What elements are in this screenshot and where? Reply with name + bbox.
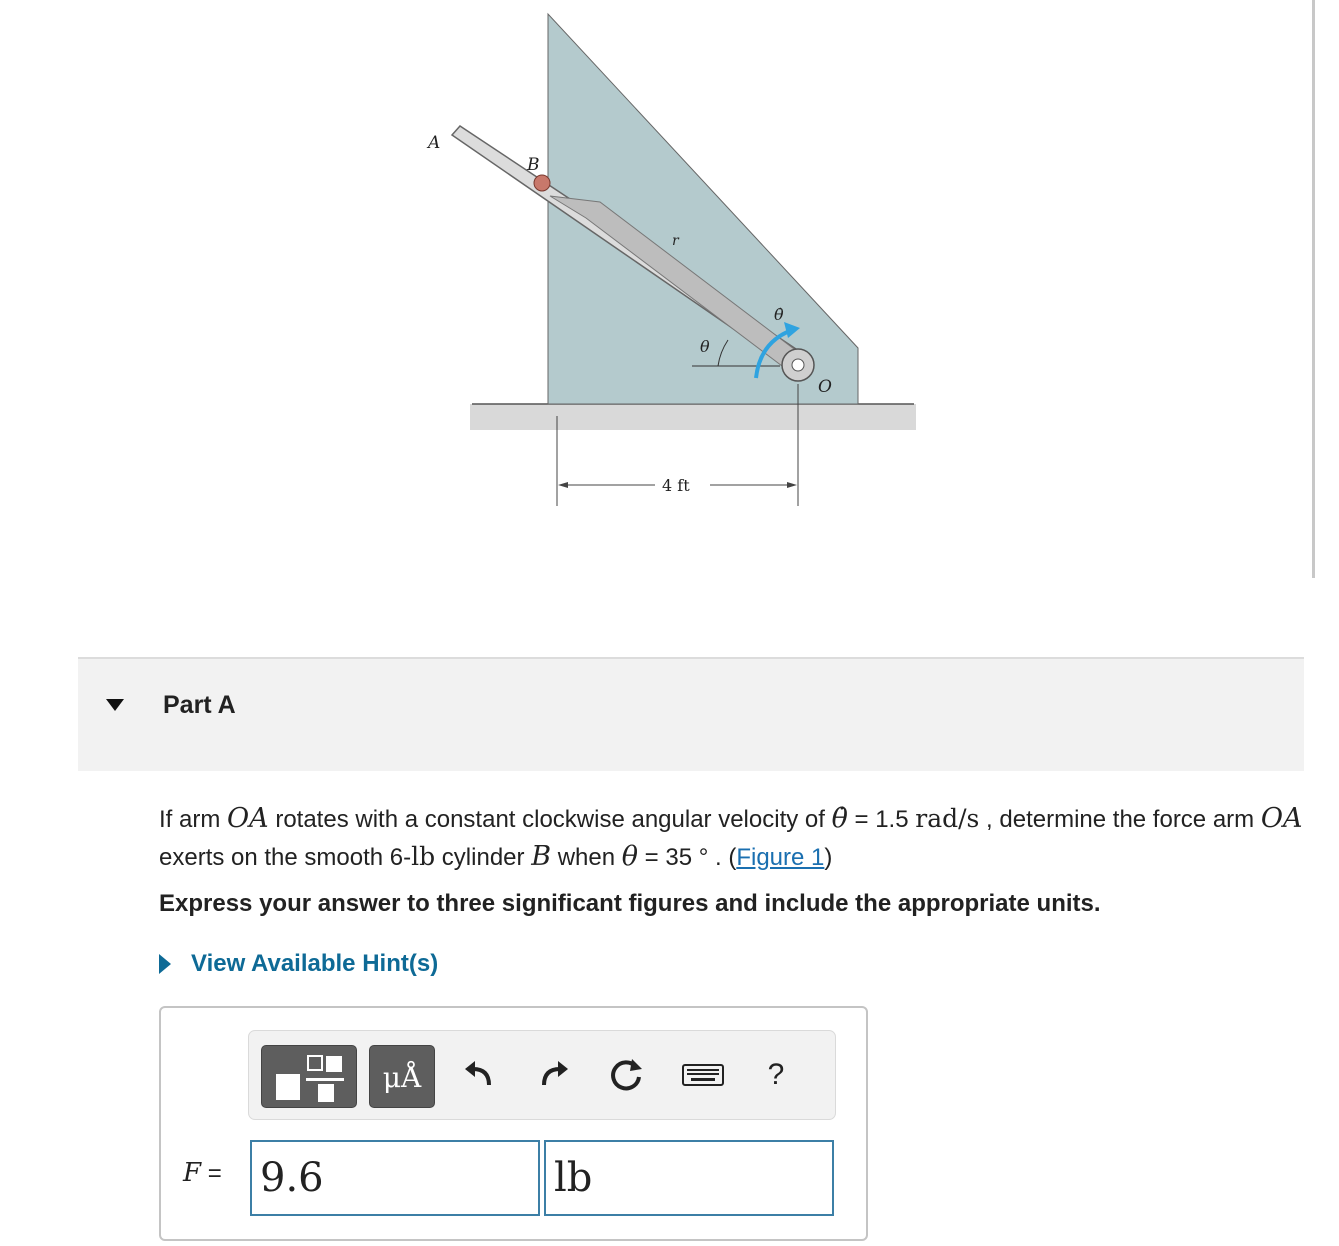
q-text-4: , determine the force arm	[979, 806, 1261, 833]
q-text-1: If arm	[159, 806, 228, 833]
view-hints-toggle[interactable]	[159, 950, 438, 978]
dimension-arrow-right	[787, 482, 797, 488]
q-var-OA-2: OA	[1260, 803, 1303, 834]
q-var-OA: OA	[227, 803, 269, 834]
expand-triangle-icon	[159, 954, 171, 974]
q-var-B: B	[531, 841, 552, 872]
figure-link[interactable]: Figure 1	[736, 844, 825, 871]
collapse-triangle-icon[interactable]	[106, 699, 124, 711]
label-theta: θ	[700, 337, 710, 356]
templates-button[interactable]	[261, 1045, 357, 1108]
part-a-header[interactable]	[78, 657, 1304, 771]
q-unit-lb: lb	[411, 842, 436, 871]
answer-equals: =	[207, 1160, 222, 1187]
label-B: B	[527, 155, 540, 175]
problem-figure	[400, 0, 940, 520]
pivot-pin	[792, 359, 804, 371]
help-icon[interactable]: ?	[767, 1058, 785, 1091]
label-theta-dot: θ̇	[774, 305, 784, 324]
hint-label[interactable]: View Available Hint(s)	[191, 950, 439, 977]
unit-input[interactable]: lb	[544, 1140, 834, 1216]
label-O: O	[818, 377, 832, 397]
part-title: Part A	[163, 691, 236, 719]
answer-box	[159, 1006, 868, 1241]
q-text-6: cylinder	[435, 844, 532, 871]
question-text	[159, 800, 1319, 876]
redo-icon[interactable]	[532, 1053, 576, 1097]
undo-icon[interactable]	[457, 1053, 501, 1097]
ground	[470, 404, 916, 430]
dimension-label: 4 ft	[662, 476, 690, 495]
q-text-5: exerts on the smooth 6-	[159, 844, 412, 871]
scrollbar[interactable]	[1312, 0, 1315, 578]
q-var-thetadot: θ̇	[831, 803, 848, 834]
answer-label	[183, 1158, 222, 1188]
q-unit-rad-s: rad/s	[915, 804, 980, 833]
instruction-text: Express your answer to three significant figures and include the appropriate units.	[159, 890, 1101, 917]
templates-icon	[262, 1046, 358, 1109]
q-text-7: when	[551, 844, 622, 871]
label-r: r	[672, 233, 679, 249]
cylinder-B	[534, 175, 550, 191]
reset-icon[interactable]	[604, 1053, 648, 1097]
q-text-9: )	[824, 844, 833, 871]
q-text-3: = 1.5	[847, 806, 916, 833]
keyboard-icon[interactable]	[681, 1053, 725, 1097]
units-button[interactable]: μÅ	[369, 1045, 435, 1108]
q-var-theta: θ	[621, 841, 639, 872]
math-toolbar	[248, 1030, 836, 1120]
q-text-8: = 35 ° . (	[638, 844, 737, 871]
q-text-2: rotates with a constant clockwise angular velocity of	[268, 806, 832, 833]
answer-variable: F	[183, 1158, 202, 1188]
label-A: A	[428, 133, 441, 153]
value-input[interactable]: 9.6	[250, 1140, 540, 1216]
dimension-arrow-left	[558, 482, 568, 488]
